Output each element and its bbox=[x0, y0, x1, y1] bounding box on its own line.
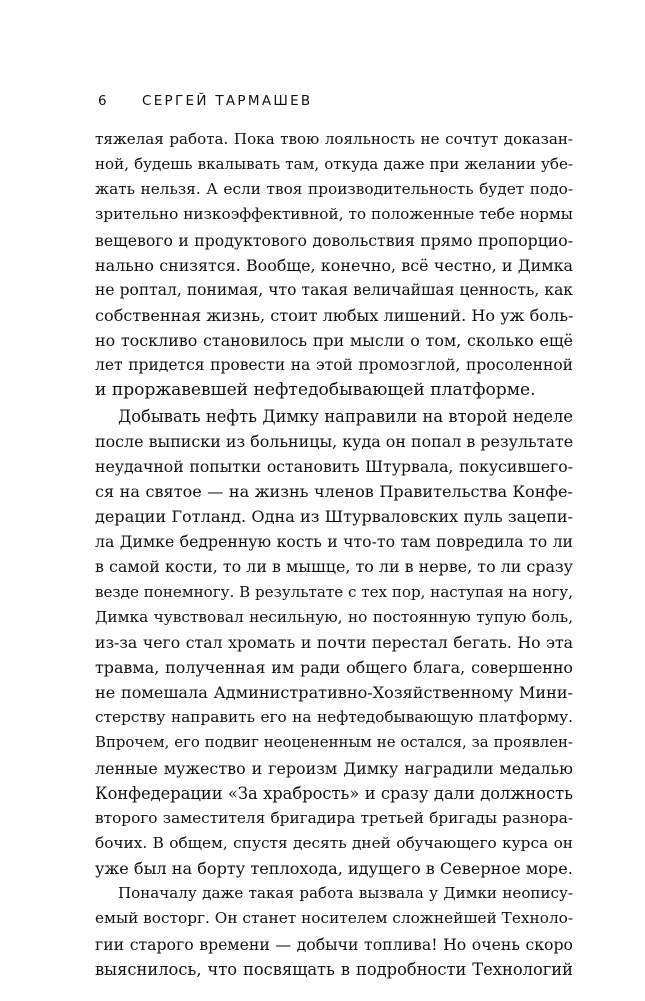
text-line: вещевого и продуктового довольствия прямо пропорцио- bbox=[95, 230, 573, 250]
text-line: травма, полученная им ради общего блага, совершенно bbox=[95, 657, 573, 677]
page-number: 6 bbox=[98, 93, 109, 109]
text-line: Поначалу даже такая работа вызвала у Димки неопису- bbox=[118, 884, 573, 903]
text-line: из-за чего стал хромать и почти перестал бегать. Но эта bbox=[95, 632, 573, 652]
text-line: жать нельзя. А если твоя производительность будет подо- bbox=[95, 180, 573, 199]
text-line: не роптал, понимая, что такая величайшая ценность, как bbox=[95, 280, 573, 299]
text-line: гии старого времени — добычи топлива! Но очень скоро bbox=[95, 934, 573, 954]
running-title: СЕРГЕЙ ТАРМАШЕВ bbox=[142, 93, 313, 109]
page-text bbox=[95, 127, 573, 982]
text-line: Конфедерации «За храбрость» и сразу дали должность bbox=[95, 783, 573, 803]
text-line: Димка чувствовал несильную, но постоянную тупую боль, bbox=[95, 607, 573, 626]
text-line: в самой кости, то ли в мышце, то ли в нерве, то ли сразу bbox=[95, 557, 573, 577]
text-line: и проржавевшей нефтедобывающей платформе. bbox=[95, 380, 536, 401]
text-line: Впрочем, его подвиг неоцененным не остался, за проявлен- bbox=[95, 733, 573, 752]
text-line: нально снизятся. Вообще, конечно, всё честно, и Димка bbox=[95, 255, 573, 275]
text-line: бочих. В общем, спустя десять дней обучающего курса он bbox=[95, 833, 573, 852]
text-line: ленные мужество и героизм Димку наградили медалью bbox=[95, 758, 573, 778]
text-line: ной, будешь вкалывать там, откуда даже при желании убе- bbox=[95, 155, 573, 174]
text-line: лет придется провести на этой промозглой, просоленной bbox=[95, 356, 573, 375]
text-line: зрительно низкоэффективной, то положенные тебе нормы bbox=[95, 205, 573, 224]
text-line: емый восторг. Он станет носителем сложнейшей Техноло- bbox=[95, 909, 573, 928]
text-line: стерству направить его на нефтедобывающую платформу. bbox=[95, 708, 573, 727]
text-line: ла Димке бедренную кость и что-то там повредила то ли bbox=[95, 532, 573, 552]
running-header bbox=[98, 91, 568, 111]
text-line: неудачной попытки остановить Штурвала, покусившего- bbox=[95, 456, 573, 476]
text-line: ся на святое — на жизнь членов Правительства Конфе- bbox=[95, 481, 573, 501]
text-line: после выписки из больницы, куда он попал в результате bbox=[95, 431, 573, 451]
text-line: везде понемногу. В результате с тех пор, наступая на ногу, bbox=[95, 582, 573, 601]
text-line: Добывать нефть Димку направили на второй неделе bbox=[118, 406, 573, 426]
text-line: но тоскливо становилось при мысли о том, сколько ещё bbox=[95, 331, 573, 351]
text-line: собственная жизнь, стоит любых лишений. Но уж боль- bbox=[95, 305, 573, 325]
text-line: дерации Готланд. Одна из Штурваловских пуль зацепи- bbox=[95, 507, 573, 527]
text-line: не помешала Административно-Хозяйственному Мини- bbox=[95, 683, 573, 703]
text-line: второго заместителя бригадира третьей бригады разнора- bbox=[95, 808, 573, 827]
text-line: выяснилось, что посвящать в подробности Технологий bbox=[95, 959, 573, 979]
text-line: уже был на борту теплохода, идущего в Северное море. bbox=[95, 859, 573, 879]
text-line: тяжелая работа. Пока твою лояльность не сочтут доказан- bbox=[95, 130, 573, 148]
